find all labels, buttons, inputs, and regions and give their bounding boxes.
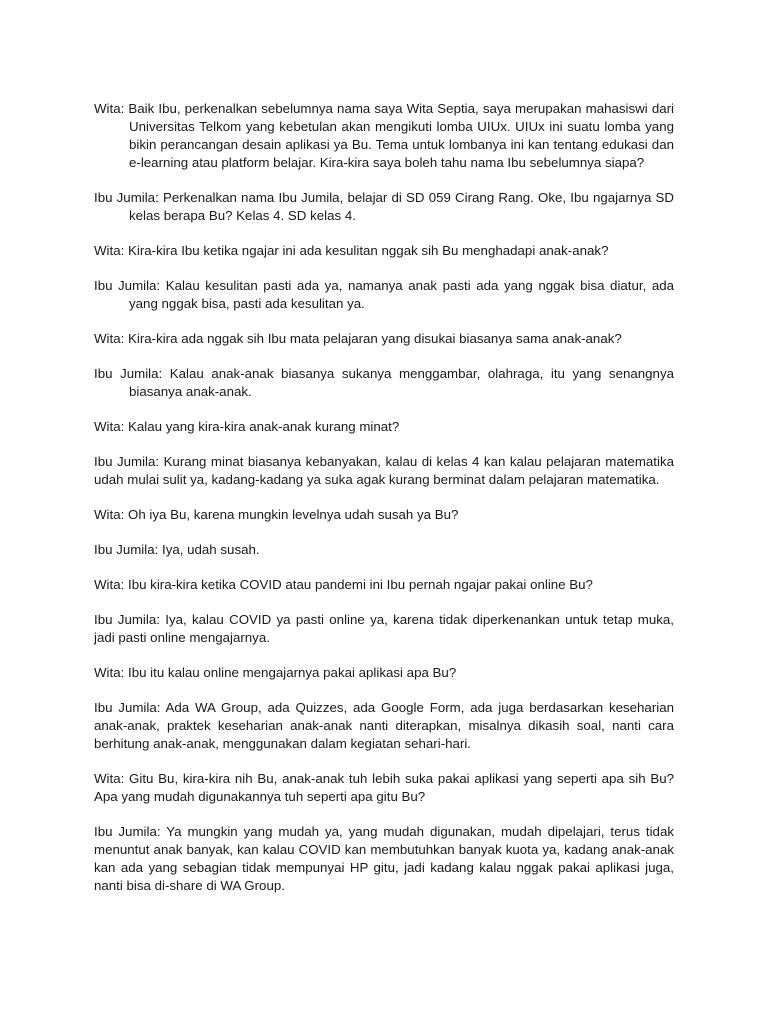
- dialogue-entry: Wita: Ibu itu kalau online mengajarnya pakai aplikasi apa Bu?: [94, 665, 457, 680]
- speaker-name: Wita: [94, 665, 121, 680]
- dialogue-entry: Ibu Jumila: Ya mungkin yang mudah ya, yang mudah digunakan, mudah dipelajari, terus tidak menuntut anak banyak, kan kalau COVID kan membutuhkan banyak kuota ya, kadang anak-anak kan ada yang sebagian tidak mempunyai HP gitu, jadi kadang kalau nggak pakai aplikasi juga, nanti bisa di-share di WA Group.: [94, 824, 674, 893]
- dialogue-entry: Wita: Kira-kira Ibu ketika ngajar ini ada kesulitan nggak sih Bu menghadapi anak-anak?: [94, 243, 609, 258]
- dialogue-entry: Wita: Baik Ibu, perkenalkan sebelumnya nama saya Wita Septia, saya merupakan mahasiswi dari Universitas Telkom yang kebetulan akan mengikuti lomba UIUx. UIUx ini suatu lomba yang bikin perancangan desain aplikasi ya Bu. Tema untuk lombanya ini kan tentang edukasi dan e-learning atau platform belajar. Kira-kira saya boleh tahu nama Ibu sebelumnya siapa?: [94, 101, 674, 170]
- speaker-name: Wita: [94, 577, 121, 592]
- speaker-name: Ibu Jumila: [94, 542, 155, 557]
- document-page: [94, 100, 674, 912]
- dialogue-entry: Ibu Jumila: Iya, kalau COVID ya pasti online ya, karena tidak diperkenankan untuk tetap muka, jadi pasti online mengajarnya.: [94, 612, 675, 645]
- speaker-name: Ibu Jumila: [94, 278, 157, 293]
- speaker-name: Wita: [94, 419, 121, 434]
- speaker-name: Wita: [94, 771, 121, 786]
- dialogue-text: Iya, kalau COVID ya pasti online ya, karena tidak diperkenankan untuk tetap muka, jadi pasti online mengajarnya.: [94, 612, 675, 645]
- speaker-name: Ibu Jumila: [94, 366, 159, 381]
- dialogue-text: Kira-kira ada nggak sih Ibu mata pelajaran yang disukai biasanya sama anak-anak?: [128, 331, 622, 346]
- dialogue-text: Gitu Bu, kira-kira nih Bu, anak-anak tuh lebih suka pakai aplikasi yang seperti apa sih Bu? Apa yang mudah digunakannya tuh seperti apa gitu Bu?: [94, 771, 674, 804]
- dialogue-text: Oh iya Bu, karena mungkin levelnya udah susah ya Bu?: [128, 507, 459, 522]
- speaker-name: Wita: [94, 243, 121, 258]
- dialogue-entry: Wita: Kalau yang kira-kira anak-anak kurang minat?: [94, 419, 400, 434]
- dialogue-entry: Ibu Jumila: Kurang minat biasanya kebanyakan, kalau di kelas 4 kan kalau pelajaran matematika udah mulai sulit ya, kadang-kadang ya suka agak kurang berminat dalam pelajaran matematika.: [94, 454, 674, 487]
- speaker-name: Ibu Jumila: [94, 700, 157, 715]
- dialogue-entry: Ibu Jumila: Kalau anak-anak biasanya sukanya menggambar, olahraga, itu yang senangnya biasanya anak-anak.: [94, 366, 674, 399]
- dialogue-text: Kalau kesulitan pasti ada ya, namanya anak pasti ada yang nggak bisa diatur, ada yang nggak bisa, pasti ada kesulitan ya.: [129, 278, 675, 311]
- dialogue-text: Ibu itu kalau online mengajarnya pakai aplikasi apa Bu?: [128, 665, 457, 680]
- dialogue-entry: Wita: Kira-kira ada nggak sih Ibu mata pelajaran yang disukai biasanya sama anak-anak?: [94, 331, 622, 346]
- dialogue-text: Kalau anak-anak biasanya sukanya menggambar, olahraga, itu yang senangnya biasanya anak-anak.: [129, 366, 674, 399]
- dialogue-text: Ada WA Group, ada Quizzes, ada Google Form, ada juga berdasarkan keseharian anak-anak, praktek keseharian anak-anak nanti diterapkan, misalnya dikasih soal, nanti cara berhitung anak-anak, menggunakan dalam kegiatan sehari-hari.: [94, 700, 674, 751]
- dialogue-text: Baik Ibu, perkenalkan sebelumnya nama saya Wita Septia, saya merupakan mahasiswi dari Universitas Telkom yang kebetulan akan mengikuti lomba UIUx. UIUx ini suatu lomba yang bikin perancangan desain aplikasi ya Bu. Tema untuk lombanya ini kan tentang edukasi dan e-learning atau platform belajar. Kira-kira saya boleh tahu nama Ibu sebelumnya siapa?: [128, 101, 674, 170]
- dialogue-text: Ya mungkin yang mudah ya, yang mudah digunakan, mudah dipelajari, terus tidak menuntut anak banyak, kan kalau COVID kan membutuhkan banyak kuota ya, kadang anak-anak kan ada yang sebagian tidak mempunyai HP gitu, jadi kadang kalau nggak pakai aplikasi juga, nanti bisa di-share di WA Group.: [94, 824, 674, 893]
- dialogue-entry: Wita: Ibu kira-kira ketika COVID atau pandemi ini Ibu pernah ngajar pakai online Bu?: [94, 577, 593, 592]
- dialogue-entry: Wita: Oh iya Bu, karena mungkin levelnya udah susah ya Bu?: [94, 507, 459, 522]
- dialogue-text: Kurang minat biasanya kebanyakan, kalau di kelas 4 kan kalau pelajaran matematika udah mulai sulit ya, kadang-kadang ya suka agak kurang berminat dalam pelajaran matematika.: [94, 454, 674, 487]
- dialogue-entry: Ibu Jumila: Perkenalkan nama Ibu Jumila, belajar di SD 059 Cirang Rang. Oke, Ibu ngajarnya SD kelas berapa Bu? Kelas 4. SD kelas 4.: [94, 190, 675, 223]
- speaker-name: Ibu Jumila: [94, 190, 156, 205]
- dialogue-text: Kalau yang kira-kira anak-anak kurang minat?: [128, 419, 400, 434]
- dialogue-entry: Ibu Jumila: Kalau kesulitan pasti ada ya, namanya anak pasti ada yang nggak bisa diatur, ada yang nggak bisa, pasti ada kesulitan ya.: [94, 278, 675, 311]
- speaker-name: Ibu Jumila: [94, 824, 157, 839]
- speaker-name: Wita: [94, 507, 121, 522]
- dialogue-text: Ibu kira-kira ketika COVID atau pandemi ini Ibu pernah ngajar pakai online Bu?: [128, 577, 593, 592]
- speaker-name: Ibu Jumila: [94, 454, 156, 469]
- dialogue-text: Perkenalkan nama Ibu Jumila, belajar di SD 059 Cirang Rang. Oke, Ibu ngajarnya SD kelas berapa Bu? Kelas 4. SD kelas 4.: [129, 190, 675, 223]
- dialogue-text: Kira-kira Ibu ketika ngajar ini ada kesulitan nggak sih Bu menghadapi anak-anak?: [128, 243, 609, 258]
- speaker-name: Wita: [94, 331, 121, 346]
- dialogue-entry: Wita: Gitu Bu, kira-kira nih Bu, anak-anak tuh lebih suka pakai aplikasi yang seperti apa sih Bu? Apa yang mudah digunakannya tuh seperti apa gitu Bu?: [94, 771, 674, 804]
- speaker-name: Wita: [94, 101, 121, 116]
- speaker-name: Ibu Jumila: [94, 612, 157, 627]
- dialogue-text: Iya, udah susah.: [162, 542, 260, 557]
- dialogue-entry: Ibu Jumila: Ada WA Group, ada Quizzes, ada Google Form, ada juga berdasarkan keseharian anak-anak, praktek keseharian anak-anak nanti diterapkan, misalnya dikasih soal, nanti cara berhitung anak-anak, menggunakan dalam kegiatan sehari-hari.: [94, 700, 674, 751]
- dialogue-entry: Ibu Jumila: Iya, udah susah.: [94, 542, 260, 557]
